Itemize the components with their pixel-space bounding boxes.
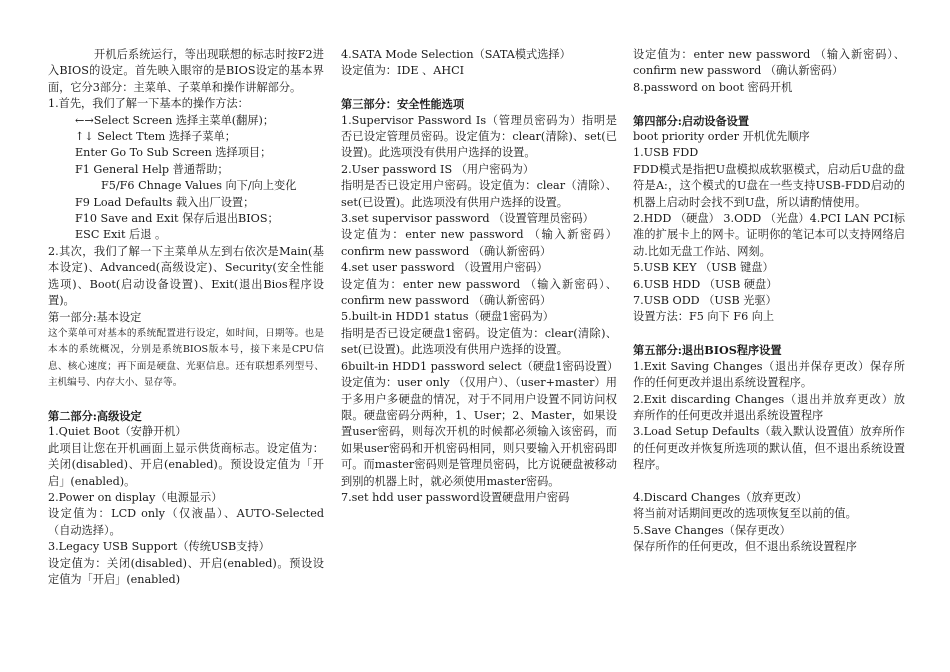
usb-fdd-body: FDD模式是指把U盘模拟成软驱模式，启动后U盘的盘符是A:，这个模式的U盘在一些支持USB-FDD启动的机器上启动时会找不到U盘，所以请酌情使用。: [633, 162, 905, 209]
usb-fdd-title: 1.USB FDD: [633, 146, 699, 160]
main-menu-paragraph: 2.其次，我们了解一下主菜单从左到右依次是Main(基本设定)、Advanced(高级设定)、Security(安全性能选项)、Boot(启动设备设置)、Exit(退出Bios程序设置)。: [48, 244, 324, 308]
set-supervisor-body: 设定值为：enter new password （输入新密码）confirm new password （确认新密码）: [341, 228, 617, 258]
section-2-heading: 第二部分:高级设定: [48, 408, 142, 423]
supervisor-password-is: 1.Supervisor Password Is（管理员密码为）指明是否已设定管理员密码。设定值为：clear(清除)、set(已设置)。此选项没有供用户选择的设置。: [341, 113, 617, 160]
key-select-screen: ←→Select Screen 选择主菜单(翻屏)；: [75, 113, 275, 127]
intro-paragraph: 开机后系统运行，等出现联想的标志时按F2进入BIOS的设定。首先映入眼帘的是BIOS设定的基本界面，它分3部分：主菜单、子菜单和操作讲解部分。: [48, 48, 324, 94]
hdd-odd-pci-lan: 2.HDD （硬盘） 3.ODD （光盘）4.PCI LAN PCI标准的扩展卡上的网卡。证明你的笔记本可以支持网络启动.比如无盘工作站、网刻。: [633, 212, 905, 258]
hdd1-status-title: 5.built-in HDD1 status（硬盘1密码为）: [341, 310, 554, 324]
key-f1: F1 General Help 普通帮助；: [75, 162, 229, 176]
section-1-heading: 第一部分:基本设定: [48, 310, 142, 324]
password-on-boot: 8.password on boot 密码开机: [633, 80, 793, 94]
discard-changes-title: 4.Discard Changes（放弃更改）: [633, 490, 808, 504]
set-user-title: 4.set user password （设置用户密码）: [341, 261, 548, 275]
hdd-user-values: 设定值为：enter new password （输入新密码）、confirm new password （确认新密码）: [633, 48, 905, 78]
set-supervisor-title: 3.set supervisor password （设置管理员密码）: [341, 212, 594, 226]
column-1: [48, 47, 324, 588]
exit-saving-changes: 1.Exit Saving Changes（退出并保存更改）保存所作的任何更改并退出系统设置程序。: [633, 359, 905, 390]
user-password-is-body: 指明是否已设定用户密码。设定值为：clear（清除）、set(已设置)。此选项没有供用户选择的设置。: [341, 179, 617, 209]
save-changes-body: 保存所作的任何更改，但不退出系统设置程序: [633, 540, 857, 554]
spacer: [633, 474, 905, 490]
column-2: [341, 47, 617, 506]
key-f10: F10 Save and Exit 保存后退出BIOS；: [75, 212, 279, 226]
hdd1-password-title: 6built-in HDD1 password select（硬盘1密码设置）: [341, 359, 619, 373]
exit-discarding-changes: 2.Exit discarding Changes（退出并放弃更改）放弃所作的任何更改并退出系统设置程序: [633, 392, 905, 422]
user-password-is-title: 2.User password IS （用户密码为）: [341, 162, 535, 176]
basic-ops-heading: 1.首先，我们了解一下基本的操作方法：: [48, 97, 249, 111]
key-esc: ESC Exit 后退 。: [75, 228, 167, 242]
usb-hdd: 6.USB HDD （USB 硬盘）: [633, 277, 778, 291]
discard-changes-body: 将当前对话期间更改的选项恢复至以前的值。: [633, 507, 857, 521]
legacy-usb-body: 设定值为：关闭(disabled)、开启(enabled)。预设设定值为「开启」(enabled): [48, 556, 324, 586]
boot-priority-order: boot priority order 开机优先顺序: [633, 130, 810, 144]
section-4-heading: 第四部分:启动设备设置: [633, 113, 750, 128]
hdd1-password-body: 设定值为：user only （仅用户）、（user+master）用于多用户多硬盘的情况，对于不同用户设置不同访问权限。硬盘密码分两种，1、User；2、Master，如果设置user密码，则每次开机的时候都必须输入该密码，而如果user密码和开机密码相同，则只要输入开机密码即可。而master密码则是管理员密码，比方说硬盘被移动到别的机器上时，就必须使用master密码。: [341, 376, 617, 488]
set-user-body: 设定值为：enter new password （输入新密码）、confirm new password （确认新密码）: [341, 277, 617, 308]
key-enter: Enter Go To Sub Screen 选择项目；: [75, 146, 272, 160]
sata-mode-title: 4.SATA Mode Selection（SATA模式选择）: [341, 48, 571, 61]
power-display-title: 2.Power on display（电源显示）: [48, 490, 223, 504]
key-f9: F9 Load Defaults 载入出厂设置；: [75, 195, 255, 209]
boot-setting-method: 设置方法：F5 向下 F6 向上: [633, 310, 775, 324]
set-hdd-user-title: 7.set hdd user password设置硬盘用户密码: [341, 490, 570, 504]
section-1-body: 这个菜单可对基本的系统配置进行设定，如时间，日期等。也是本本的系统概况，分别是系统BIOS版本号，接下来是CPU信息、核心速度；再下面是硬盘、光驱信息。还有联想系列型号、主机编号、内存大小、显存等。: [48, 327, 324, 389]
quiet-boot-title: 1.Quiet Boot（安静开机）: [48, 425, 187, 439]
section-5-heading: 第五部分:退出BIOS程序设置: [633, 343, 782, 358]
quiet-boot-body: 此项目让您在开机画面上显示供货商标志。设定值为：关闭(disabled)、开启(enabled)。预设设定值为「开启」(enabled)。: [48, 441, 324, 488]
column-3: [633, 47, 905, 556]
legacy-usb-title: 3.Legacy USB Support（传统USB支持）: [48, 540, 270, 554]
save-changes-title: 5.Save Changes（保存更改）: [633, 523, 791, 537]
usb-key: 5.USB KEY （USB 键盘）: [633, 261, 774, 275]
usb-odd: 7.USB ODD （USB 光驱）: [633, 294, 777, 308]
power-display-body: 设定值为：LCD only（仅液晶）、AUTO-Selected（自动选择）。: [48, 507, 324, 537]
key-select-item: ↑↓ Select Ttem 选择子菜单；: [75, 130, 236, 144]
key-f5-f6: F5/F6 Chnage Values 向下/向上变化: [101, 179, 297, 193]
section-3-heading: 第三部分：安全性能选项: [341, 97, 465, 112]
hdd1-status-body: 指明是否已设定硬盘1密码。设定值为：clear(清除)、set(已设置)。此选项没有供用户选择的设置。: [341, 326, 617, 357]
sata-mode-values: 设定值为：IDE 、AHCI: [341, 64, 465, 78]
load-setup-defaults: 3.Load Setup Defaults（载入默认设置值）放弃所作的任何更改并恢复所选项的默认值，但不退出系统设置程序。: [633, 425, 905, 472]
